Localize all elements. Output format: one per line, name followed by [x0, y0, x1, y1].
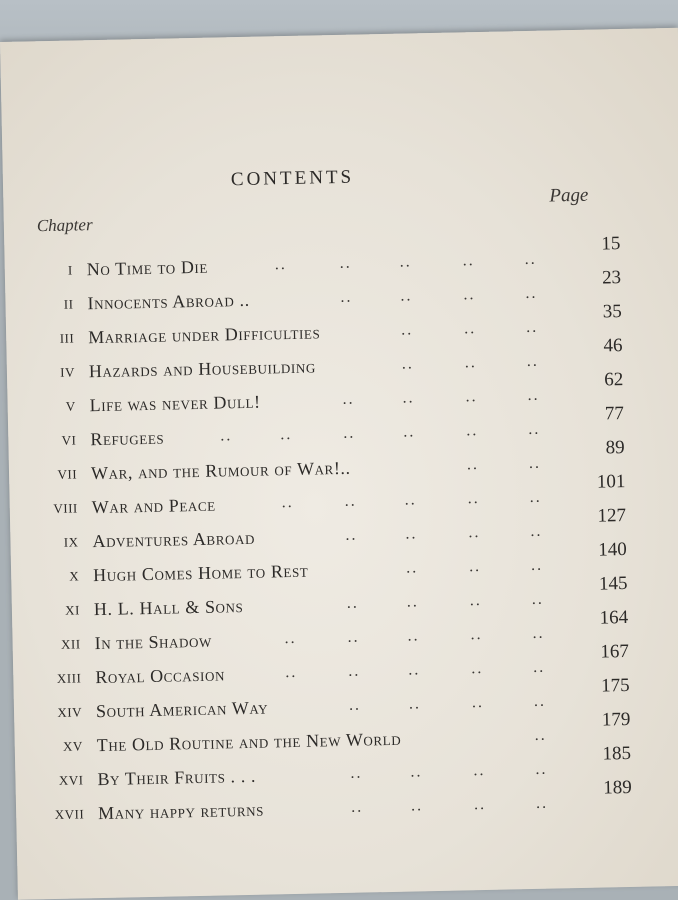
chapter-title: Refugees [90, 427, 165, 450]
chapter-number: XIV [57, 704, 83, 720]
contents-title: CONTENTS [230, 166, 355, 191]
page-number: 62 [603, 369, 624, 391]
dot-leader: .. [533, 692, 547, 710]
dot-leader: .. [463, 286, 476, 304]
chapter-number: V [65, 398, 76, 414]
page-number: 89 [605, 437, 625, 459]
dot-leader: .. [346, 594, 360, 612]
dot-leader: .. [274, 256, 287, 274]
page-number: 35 [602, 301, 623, 323]
dot-leader: .. [534, 726, 547, 744]
dot-leader: .. [348, 662, 361, 680]
dot-leader: .. [531, 590, 544, 608]
dot-leader: .. [463, 320, 477, 338]
page-number: 185 [602, 742, 632, 765]
dot-leader: .. [410, 763, 423, 781]
dot-leader: .. [464, 354, 477, 372]
chapter-number: X [69, 568, 80, 584]
page-number: 175 [600, 674, 630, 697]
chapter-title: Royal Occasion [95, 664, 226, 688]
chapter-number: VI [61, 432, 77, 448]
dot-leader: .. [400, 287, 413, 305]
dot-leader: .. [524, 250, 537, 269]
dot-leader: .. [525, 284, 538, 303]
chapter-number: IV [60, 364, 76, 380]
dot-leader: .. [407, 627, 420, 645]
page-number: 101 [596, 471, 626, 493]
chapter-number: XII [60, 636, 81, 652]
page-number: 189 [603, 776, 632, 799]
page-number: 164 [599, 606, 629, 629]
dot-leader: .. [404, 491, 417, 509]
dot-leader: .. [410, 797, 424, 815]
chapter-number: II [63, 296, 74, 312]
dot-leader: .. [406, 593, 419, 611]
dot-leader: .. [348, 696, 362, 714]
dot-leader: .. [530, 556, 544, 574]
page-number: 140 [598, 538, 627, 561]
page-number: 46 [603, 335, 623, 357]
dot-leader: .. [469, 592, 482, 610]
dot-leader: .. [401, 355, 415, 373]
dot-leader: .. [468, 558, 482, 576]
chapter-number: VII [57, 466, 78, 482]
dot-leader: .. [468, 524, 481, 542]
dot-leader: .. [350, 764, 363, 782]
page-column-header: Page [549, 184, 589, 207]
dot-leader: .. [347, 628, 360, 646]
chapter-title: Hugh Comes Home to Rest [92, 560, 309, 586]
dot-leader: .. [343, 424, 356, 442]
dot-leader: .. [470, 626, 483, 644]
chapter-title: H. L. Hall & Sons [93, 596, 244, 620]
dot-leader: .. [342, 390, 355, 408]
dot-leader: .. [473, 795, 487, 814]
page-number: 145 [598, 572, 628, 595]
dot-leader: .. [473, 761, 486, 780]
dot-leader: .. [280, 425, 293, 444]
dot-leader: .. [339, 254, 352, 272]
chapter-number: XV [62, 738, 83, 754]
chapter-number: XVII [54, 806, 85, 823]
chapter-title: Adventures Abroad [92, 527, 256, 552]
chapter-title: South American Way [95, 697, 269, 722]
chapter-title: By Their Fruits . . . [97, 765, 257, 790]
dot-leader: .. [402, 389, 415, 407]
dot-leader: .. [530, 522, 543, 540]
chapter-column-header: Chapter [36, 215, 93, 236]
dot-leader: .. [527, 386, 540, 405]
chapter-number: VIII [53, 500, 78, 516]
dot-leader: .. [220, 427, 233, 445]
dot-leader: .. [466, 422, 479, 440]
dot-leader: .. [528, 420, 541, 439]
page-number: 179 [601, 708, 631, 731]
page-number: 77 [604, 403, 625, 425]
book-page [0, 28, 678, 900]
dot-leader: .. [284, 629, 297, 648]
page-number: 15 [601, 233, 621, 255]
dot-leader: .. [403, 423, 416, 441]
dot-leader: .. [535, 760, 548, 778]
dot-leader: .. [408, 661, 421, 679]
chapter-number: III [59, 330, 75, 346]
dot-leader: .. [466, 456, 480, 474]
chapter-number: XIII [56, 670, 82, 686]
dot-leader: .. [405, 559, 419, 577]
page-number: 23 [601, 267, 622, 289]
dot-leader: .. [408, 695, 422, 713]
dot-leader: .. [281, 493, 294, 512]
dot-leader: .. [525, 318, 539, 337]
dot-leader: .. [471, 660, 484, 678]
dot-leader: .. [405, 525, 418, 543]
chapter-number: IX [63, 534, 79, 550]
dot-leader: .. [535, 794, 549, 812]
chapter-title: War, and the Rumour of War!.. [90, 457, 351, 484]
dot-leader: .. [533, 658, 546, 676]
chapter-number: XI [65, 602, 81, 618]
page-number: 167 [600, 640, 630, 663]
chapter-number: XVI [58, 772, 84, 788]
dot-leader: .. [285, 663, 298, 682]
dot-leader: .. [471, 694, 485, 712]
page-number: 127 [597, 504, 627, 527]
dot-leader: .. [340, 288, 353, 306]
dot-leader: .. [529, 488, 542, 507]
dot-leader: .. [526, 352, 539, 371]
dot-leader: .. [462, 252, 475, 270]
chapter-title: No Time to Die [86, 256, 209, 280]
chapter-title: Life was never Dull! [89, 391, 261, 416]
chapter-title: Marriage under Difficulties [87, 322, 321, 348]
dot-leader: .. [465, 388, 478, 406]
dot-leader: .. [350, 798, 364, 816]
chapter-number: I [67, 262, 73, 278]
dot-leader: .. [345, 526, 358, 544]
chapter-title: War and Peace [91, 494, 216, 518]
dot-leader: .. [400, 321, 414, 339]
dot-leader: .. [399, 253, 412, 271]
chapter-title: Many happy returns [97, 799, 265, 824]
chapter-title: The Old Routine and the New World [96, 728, 402, 756]
dot-leader: .. [532, 624, 545, 642]
chapter-title: In the Shadow [94, 630, 213, 654]
dot-leader: .. [344, 492, 357, 510]
dot-leader: .. [528, 454, 542, 473]
dot-leader: .. [467, 490, 480, 508]
chapter-title: Hazards and Housebuilding [88, 356, 317, 382]
chapter-title: Innocents Abroad .. [87, 289, 250, 314]
